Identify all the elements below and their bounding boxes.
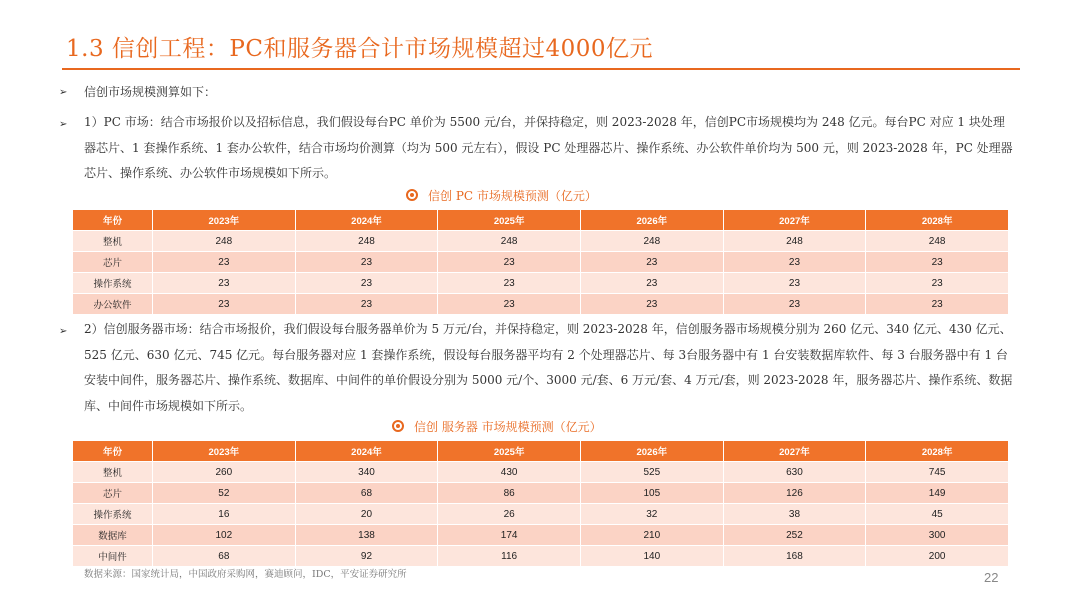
table-cell: 23 [153,273,296,294]
table-cell: 86 [438,483,581,504]
table-row [73,546,1009,567]
table-cell: 168 [723,546,866,567]
pc-table-caption [406,185,597,205]
table-header-cell: 年份 [73,441,153,462]
table-cell: 23 [580,294,723,315]
table-row [73,294,1009,315]
table-header-cell: 2024年 [295,441,438,462]
table-header-cell: 2028年 [866,210,1009,231]
table-header-cell: 2027年 [723,210,866,231]
table-cell: 300 [866,525,1009,546]
table-cell: 248 [866,231,1009,252]
table-cell: 260 [153,462,296,483]
table-cell: 200 [866,546,1009,567]
table-cell: 140 [580,546,723,567]
table-cell: 23 [295,273,438,294]
table-row [73,462,1009,483]
bullet-arrow-icon: ➢ [59,326,68,337]
table-cell: 248 [295,231,438,252]
table-row [73,231,1009,252]
table-cell: 20 [295,504,438,525]
table-cell: 525 [580,462,723,483]
table-header-cell: 2025年 [438,441,581,462]
table-row [73,483,1009,504]
title-divider [62,68,1020,70]
table-cell: 68 [153,546,296,567]
table-cell: 23 [866,273,1009,294]
table-cell: 23 [153,294,296,315]
table-cell: 174 [438,525,581,546]
pc-market-table [72,209,1009,315]
table-cell: 23 [295,252,438,273]
server-table-caption [392,416,602,436]
table-row-label: 整机 [73,231,153,252]
table-row [73,504,1009,525]
target-circle-icon [406,189,418,201]
table-cell: 26 [438,504,581,525]
table-cell: 92 [295,546,438,567]
table-cell: 32 [580,504,723,525]
table-cell: 430 [438,462,581,483]
table-header-cell: 年份 [73,210,153,231]
table-cell: 149 [866,483,1009,504]
server-market-paragraph: 2）信创服务器市场：结合市场报价，我们假设每台服务器单价为 5 万元/台，并保持稳定，则 2023-2028 年，信创服务器市场规模分别为 260 亿元、340 亿元、430 亿元、525 亿元、630 亿元、745 亿元。每台服务器对应 1 套操作系统，假设每台服务器平均有 2 个处理器芯片、每 3台服务器中有 1 台安装数据库软件、每 3 台服务器中有 1 台安装中间件，服务器芯片、操作系统、数据库、中间件的单价假设分别为 5000 元/个、3000 元/套、6 万元/套、4 万元/套，则 2023-2028 年，服务器芯片、操作系统、数据库、中间件市场规模如下所示。 [84,322,1013,413]
table-cell: 745 [866,462,1009,483]
table-row [73,273,1009,294]
target-circle-icon [392,420,404,432]
table-row-label: 芯片 [73,252,153,273]
table-cell: 138 [295,525,438,546]
intro-text: 信创市场规模测算如下： [84,85,217,99]
table-row [73,525,1009,546]
bullet-arrow-icon: ➢ [59,119,68,130]
table-cell: 16 [153,504,296,525]
table-cell: 248 [153,231,296,252]
table-cell: 23 [723,273,866,294]
table-cell: 126 [723,483,866,504]
table-cell: 38 [723,504,866,525]
table-cell: 248 [580,231,723,252]
table-cell: 23 [723,252,866,273]
table-header-cell: 2027年 [723,441,866,462]
table-row [73,252,1009,273]
table-header-row [73,441,1009,462]
table-cell: 23 [438,252,581,273]
table-cell: 248 [438,231,581,252]
table-header-cell: 2024年 [295,210,438,231]
table-cell: 23 [438,294,581,315]
table-cell: 105 [580,483,723,504]
table-cell: 102 [153,525,296,546]
table-cell: 68 [295,483,438,504]
table-cell: 116 [438,546,581,567]
table-header-cell: 2026年 [580,210,723,231]
server-market-table [72,440,1009,567]
table-cell: 210 [580,525,723,546]
table-cell: 23 [580,273,723,294]
table-cell: 23 [438,273,581,294]
bullet-arrow-icon: ➢ [59,87,68,98]
table-row-label: 数据库 [73,525,153,546]
table-row-label: 中间件 [73,546,153,567]
page-title: 1.3 信创工程：PC和服务器合计市场规模超过4000亿元 [66,36,653,62]
table-header-row [73,210,1009,231]
table-row-label: 操作系统 [73,504,153,525]
table-cell: 45 [866,504,1009,525]
server-table-caption-text: 信创 服务器 市场规模预测（亿元） [414,419,602,434]
table-header-cell: 2028年 [866,441,1009,462]
table-cell: 23 [866,252,1009,273]
table-cell: 23 [295,294,438,315]
table-row-label: 芯片 [73,483,153,504]
pc-table-caption-text: 信创 PC 市场规模预测（亿元） [428,188,597,203]
table-cell: 340 [295,462,438,483]
table-cell: 248 [723,231,866,252]
table-cell: 252 [723,525,866,546]
table-header-cell: 2023年 [153,441,296,462]
table-header-cell: 2023年 [153,210,296,231]
table-cell: 23 [153,252,296,273]
table-header-cell: 2025年 [438,210,581,231]
data-source-note: 数据来源：国家统计局，中国政府采购网，赛迪顾问，IDC，平安证券研究所 [84,569,407,580]
table-cell: 52 [153,483,296,504]
table-cell: 23 [723,294,866,315]
page-number: 22 [984,570,999,585]
table-row-label: 操作系统 [73,273,153,294]
pc-market-paragraph: 1）PC 市场：结合市场报价以及招标信息，我们假设每台PC 单价为 5500 元/台，并保持稳定，则 2023-2028 年，信创PC市场规模均为 248 亿元。每台PC 对应 1 块处理器芯片、1 套操作系统、1 套办公软件，结合市场均价测算（均为 500 元左右），假设 PC 处理器芯片、操作系统、办公软件单价均为 500 元，则 2023-2028 年，PC 处理器芯片、操作系统、办公软件市场规模如下所示。 [84,115,1013,180]
table-row-label: 办公软件 [73,294,153,315]
table-header-cell: 2026年 [580,441,723,462]
table-row-label: 整机 [73,462,153,483]
table-cell: 23 [580,252,723,273]
table-cell: 23 [866,294,1009,315]
table-cell: 630 [723,462,866,483]
